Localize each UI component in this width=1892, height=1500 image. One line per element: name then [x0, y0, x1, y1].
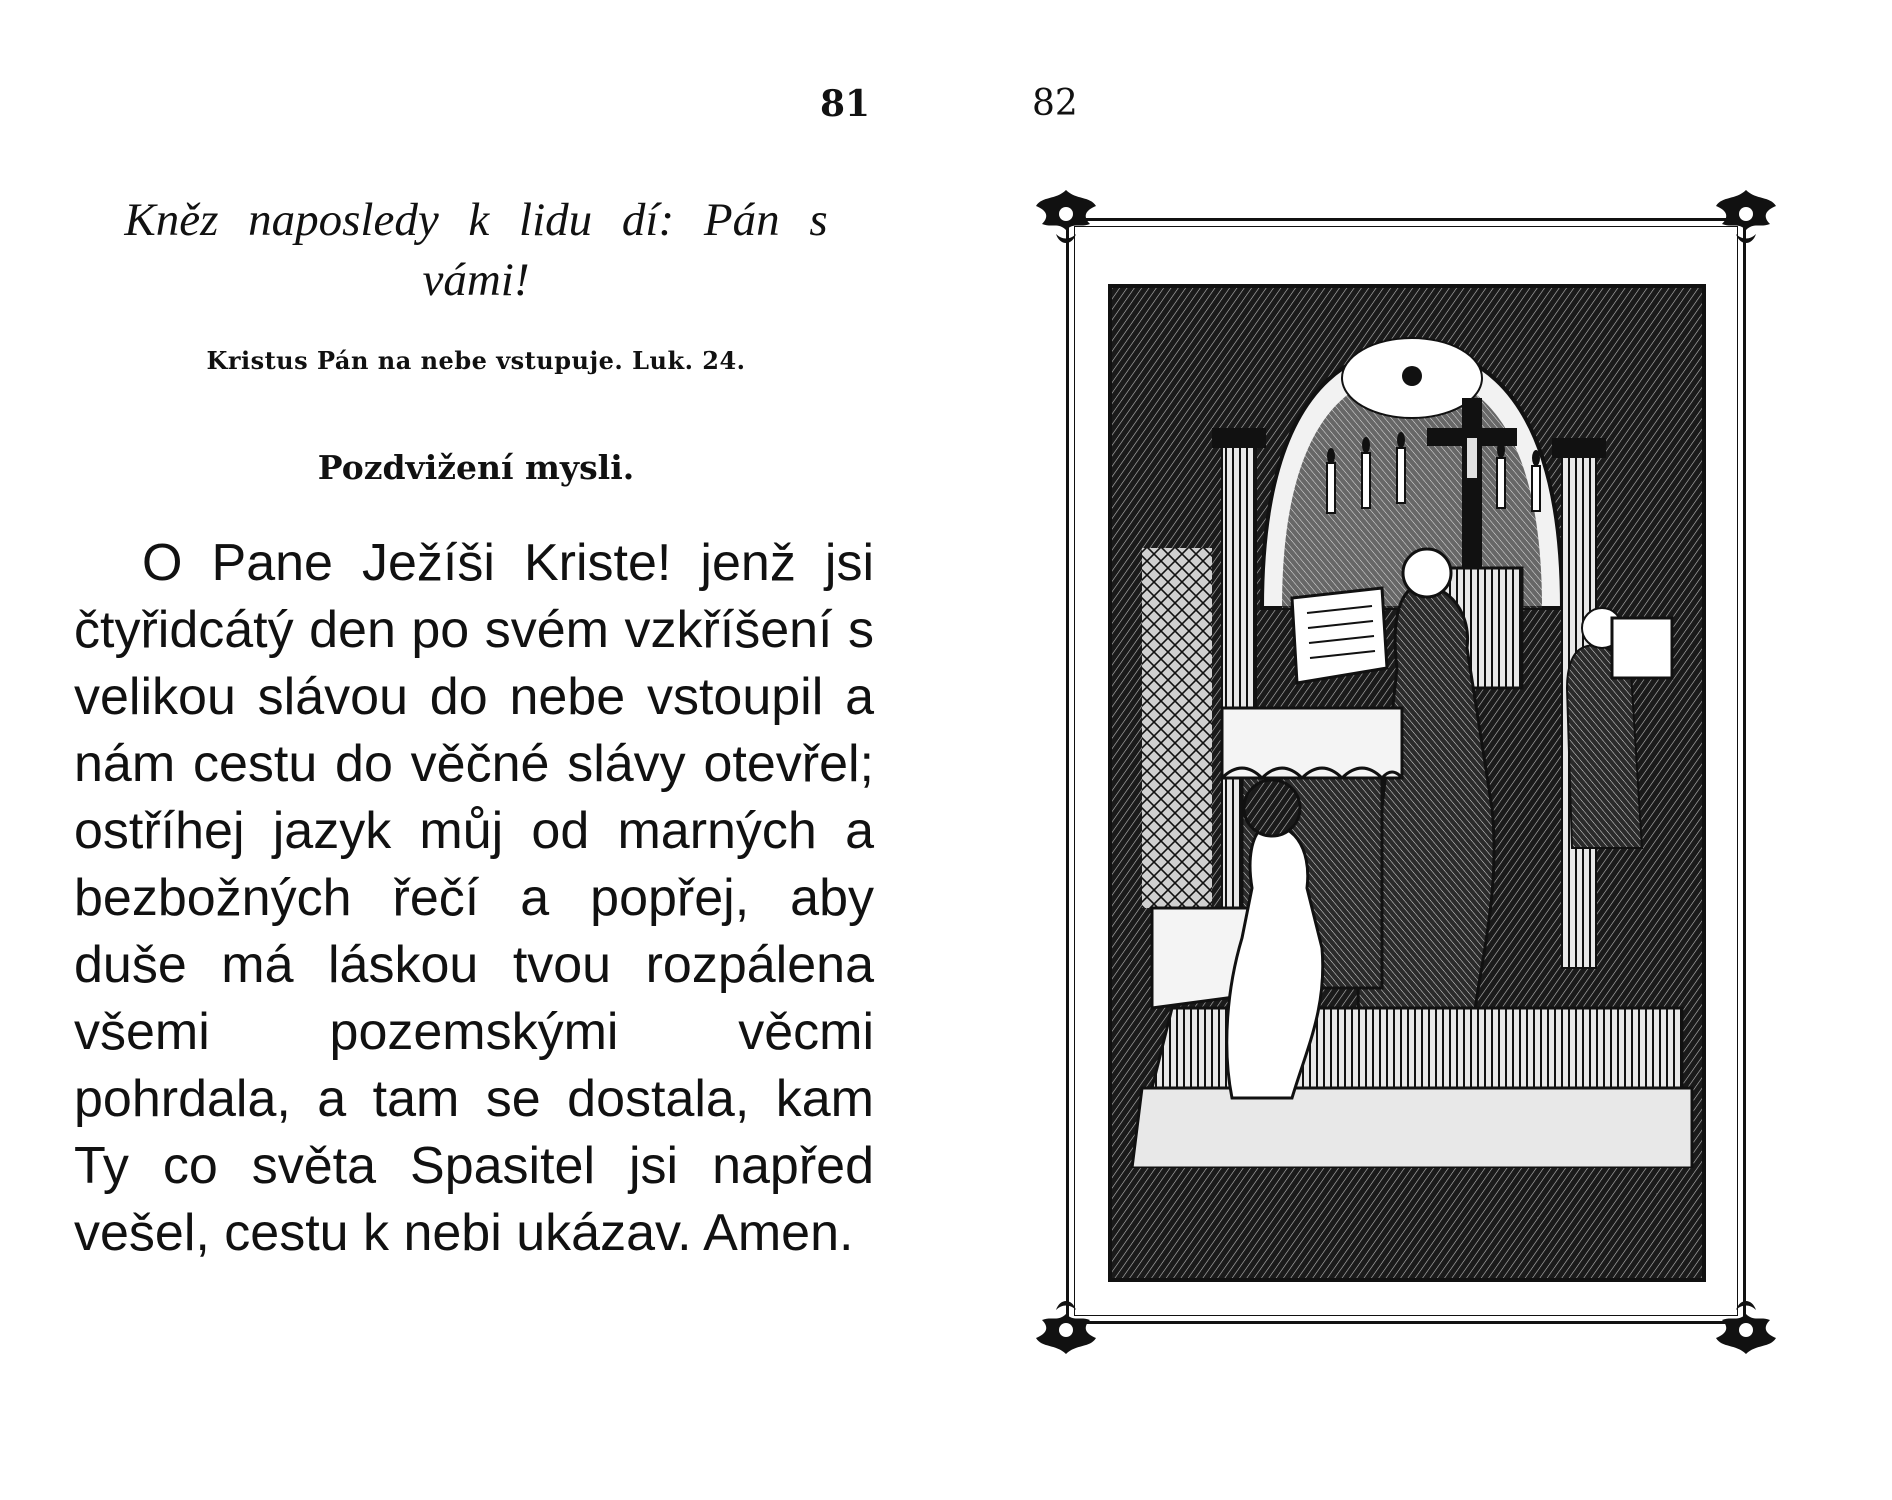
rubric-italic: Kněz naposledy k lidu dí: Pán s vámi! [124, 194, 828, 306]
engraving-altar-scene-icon [1112, 288, 1702, 1278]
corner-ornament-icon [1710, 1288, 1782, 1360]
page-number-left: 81 [820, 83, 871, 125]
section-heading: Pozdvižení mysli. [317, 448, 635, 487]
corner-ornament-icon [1710, 184, 1782, 256]
right-page [946, 0, 1892, 1500]
illustration-caption: Kristus Pán na nebe vstupuje. Luk. 24. [206, 346, 746, 375]
prayer-text: O Pane Ježíši Kriste! jenž jsi čtyřidcátý den po svém vzkříšení s velikou slávou do nebe vstoupil a nám cestu do věčné slávy otevřel; ostříhej jazyk můj od marných a bezbožných řečí a popřej, aby duše má láskou tvou rozpálena všemi pozemskými věcmi pohrdala, a tam se dostala, kam Ty co světa Spasitel jsi napřed vešel, cestu k nebi ukázav. Amen. [74, 534, 874, 1262]
corner-ornament-icon [1030, 184, 1102, 256]
page-number-right: 82 [1032, 83, 1078, 124]
corner-ornament-icon [1030, 1288, 1102, 1360]
engraving-illustration [1108, 284, 1706, 1282]
